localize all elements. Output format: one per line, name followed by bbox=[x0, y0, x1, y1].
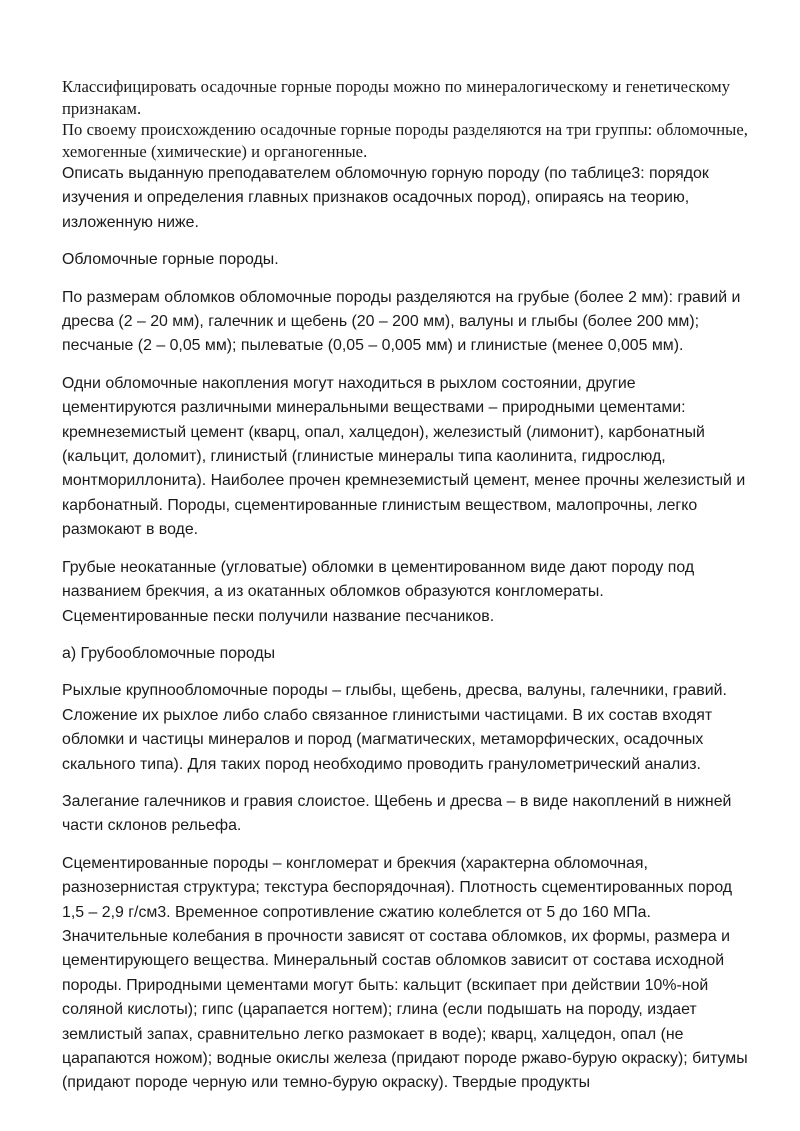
section-heading-clastic-rocks: Обломочные горные породы. bbox=[62, 251, 279, 269]
subsection-heading-coarse-clastic: а) Грубообломочные породы bbox=[62, 644, 276, 662]
document-page bbox=[62, 76, 752, 1096]
task-paragraph: Описать выданную преподавателем обломочную горную породу (по таблице3: порядок изучения и определения главных признаков осадочных пород), опираясь на теорию, изложенную ниже. bbox=[62, 165, 709, 231]
intro-paragraph-origin: По своему происхождению осадочные горные породы разделяются на три группы: обломочные, хемогенные (химические) и органогенные. bbox=[62, 120, 748, 161]
paragraph-breccia-conglomerates: Грубые неокатанные (угловатые) обломки в цементированном виде дают породу под названием брекчия, а из окатанных обломков образуются конгломераты. Сцементированные пески получили название песчаников. bbox=[62, 558, 695, 625]
paragraph-cemented-rocks: Сцементированные породы – конгломерат и брекчия (характерна обломочная, разнозернистая структура; текстура беспорядочная). Плотность сцементированных пород 1,5 – 2,9 г/см3. Временное сопротивление сжатию колеблется от 5 до 160 МПа. Значительные колебания в прочности зависят от состава обломков, их формы, размера и цементирующего вещества. Минеральный состав обломков зависит от состава исходной породы. Природными цементами могут быть: кальцит (вскипает при действии 10%-ной соляной кислоты); гипс (царапается ногтем); глина (если подышать на породу, издает землистый запах, сравнительно легко размокает в воде); кварц, халцедон, опал (не царапаются ножом); водные окислы железа (придают породе ржаво-бурую окраску); битумы (придают породе черную или темно-бурую окраску). Твердые продукты bbox=[62, 854, 748, 1092]
paragraph-fragment-sizes: По размерам обломков обломочные породы разделяются на грубые (более 2 мм): гравий и дресва (2 – 20 мм), галечник и щебень (20 – 200 мм), валуны и глыбы (более 200 мм); песчаные (2 – 0,05 мм); пылеватые (0,05 – 0,005 мм) и глинистые (менее 0,005 мм). bbox=[62, 288, 741, 355]
paragraph-natural-cements: Одни обломочные накопления могут находиться в рыхлом состоянии, другие цементируются различными минеральными веществами – природными цементами: кремнеземистый цемент (кварц, опал, халцедон), железистый (лимонит), карбонатный (кальцит, доломит), глинистый (глинистые минералы типа каолинита, гидрослюд, монтмориллонита). Наиболее прочен кремнеземистый цемент, менее прочны железистый и карбонатный. Породы, сцементированные глинистым веществом, малопрочны, легко размокают в воде. bbox=[62, 374, 746, 539]
paragraph-bedding: Залегание галечников и гравия слоистое. Щебень и дресва – в виде накоплений в нижней части склонов рельефа. bbox=[62, 792, 732, 835]
paragraph-loose-coarse-rocks: Рыхлые крупнообломочные породы – глыбы, щебень, дресва, валуны, галечники, гравий. Сложение их рыхлое либо слабо связанное глинистыми частицами. В их состав входят обломки и частицы минералов и пород (магматических, метаморфических, осадочных скального типа). Для таких пород необходимо проводить гранулометрический анализ. bbox=[62, 682, 727, 773]
body-text-block bbox=[62, 248, 752, 1096]
intro-paragraph-classification: Классифицировать осадочные горные породы можно по минералогическому и генетическому признакам. bbox=[62, 77, 731, 118]
intro-serif-block bbox=[62, 76, 752, 162]
